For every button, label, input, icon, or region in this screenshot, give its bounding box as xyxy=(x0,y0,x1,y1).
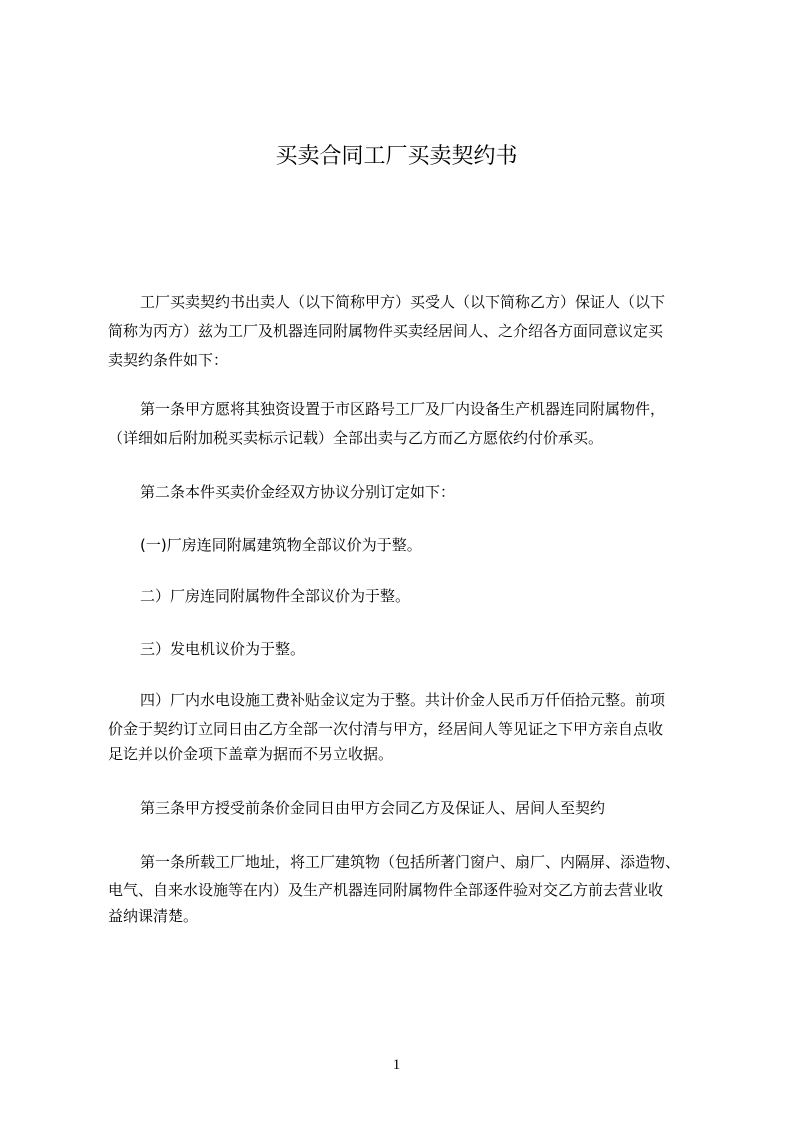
paragraph-4-line-1: (一)厂房连同附属建筑物全部议价为于整。 xyxy=(140,536,422,554)
paragraph-2-line-2: （详细如后附加税买卖标示记载）全部出卖与乙方而乙方愿依约付价承买。 xyxy=(108,429,604,447)
paragraph-7-line-2: 价金于契约订立同日由乙方全部一次付清与甲方，经居间人等见证之下甲方亲自点收 xyxy=(108,720,664,738)
paragraph-1-line-3: 卖契约条件如下： xyxy=(108,351,229,369)
paragraph-1-line-2: 简称为丙方）兹为工厂及机器连同附属物件买卖经居间人、之介绍各方面同意议定买 xyxy=(108,322,664,340)
paragraph-7-line-3: 足讫并以价金项下盖章为据而不另立收据。 xyxy=(108,745,394,763)
paragraph-3-line-1: 第二条本件买卖价金经双方协议分别订定如下： xyxy=(140,483,456,501)
paragraph-2-line-1: 第一条甲方愿将其独资设置于市区路号工厂及厂内设备生产机器连同附属物件， xyxy=(140,400,666,418)
paragraph-1-line-1: 工厂买卖契约书出卖人（以下简称甲方）买受人（以下简称乙方）保证人（以下 xyxy=(140,293,666,311)
paragraph-8-line-1: 第三条甲方授受前条价金同日由甲方会同乙方及保证人、居间人至契约 xyxy=(140,799,606,817)
paragraph-5-line-1: 二）厂房连同附属物件全部议价为于整。 xyxy=(140,587,411,605)
page-number: 1 xyxy=(392,1057,401,1073)
paragraph-6-line-1: 三）发电机议价为于整。 xyxy=(140,640,306,658)
paragraph-9-line-2: 电气、自来水设施等在内）及生产机器连同附属物件全部逐件验对交乙方前去营业收 xyxy=(108,881,664,899)
document-title: 买卖合同工厂买卖契约书 xyxy=(275,144,518,169)
paragraph-9-line-1: 第一条所载工厂地址，将工厂建筑物（包括所著门窗户、扇厂、内隔屏、添造物、 xyxy=(140,853,681,871)
paragraph-9-line-3: 益纳课清楚。 xyxy=(108,907,199,925)
paragraph-7-line-1: 四）厂内水电设施工费补贴金议定为于整。共计价金人民币万仟佰拾元整。前项 xyxy=(140,691,666,709)
